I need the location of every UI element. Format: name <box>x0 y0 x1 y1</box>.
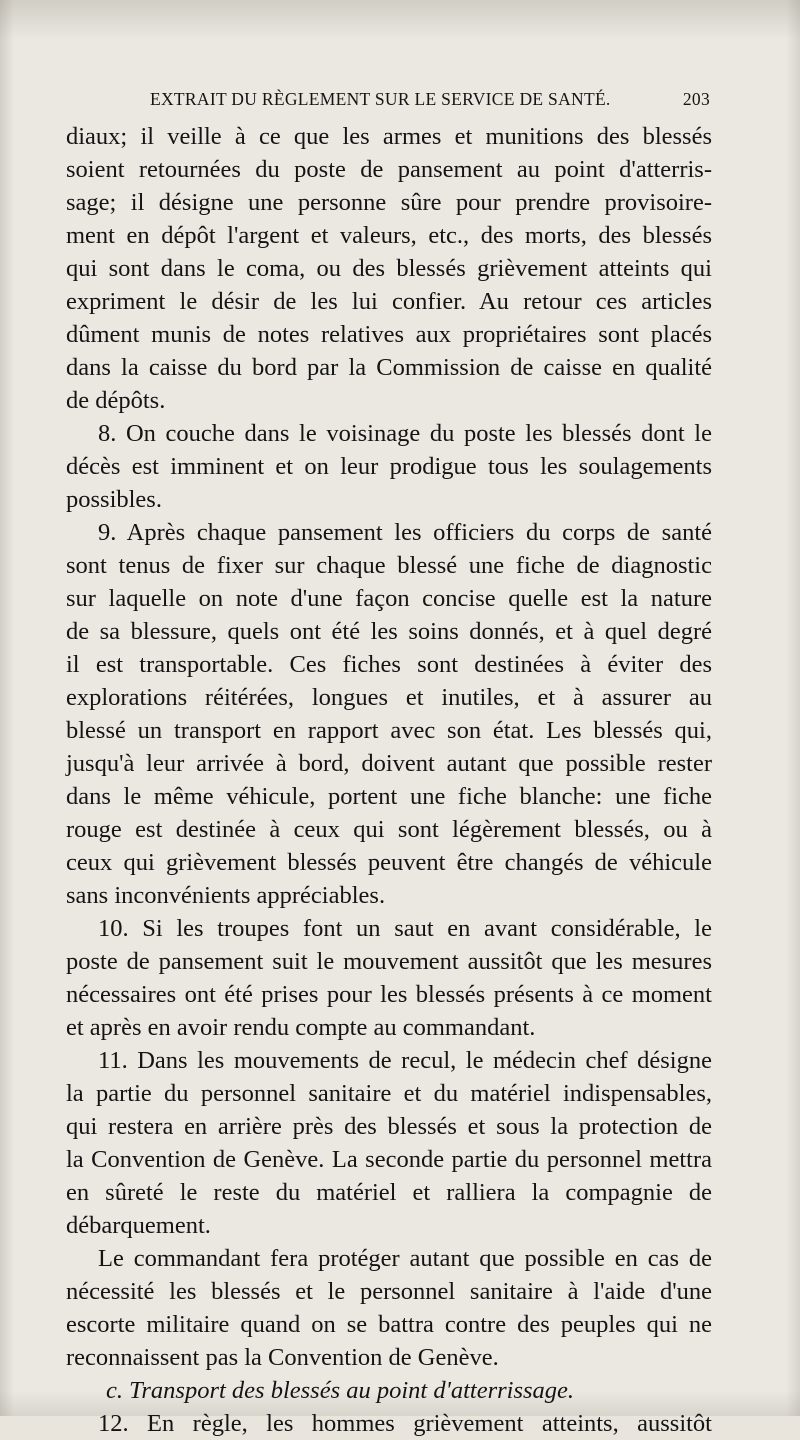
paragraph-12-start: 12. En règle, les hommes grièvement atteints, aussitôt <box>98 1410 712 1437</box>
running-header <box>150 89 710 113</box>
text-line: décès est imminent et on leur prodigue tous les soulagements <box>66 453 712 480</box>
text-line: dûment munis de notes relatives aux propriétaires sont placés <box>66 321 712 348</box>
text-line: la Convention de Genève. La seconde partie du personnel mettra <box>66 1146 712 1173</box>
text-line: rouge est destinée à ceux qui sont légèrement blessés, ou à <box>66 816 712 843</box>
paragraph-10-start: 10. Si les troupes font un saut en avant considérable, le <box>98 915 712 942</box>
paragraph-11-start: 11. Dans les mouvements de recul, le médecin chef désigne <box>98 1047 712 1074</box>
text-line: ment en dépôt l'argent et valeurs, etc., des morts, des blessés <box>66 222 712 249</box>
text-line: soient retournées du poste de pansement au point d'atterris- <box>66 156 712 183</box>
text-line: expriment le désir de les lui confier. Au retour ces articles <box>66 288 712 315</box>
running-title: EXTRAIT DU RÈGLEMENT SUR LE SERVICE DE SANTÉ. <box>150 89 611 109</box>
text-line: de sa blessure, quels ont été les soins donnés, et à quel degré <box>66 618 712 645</box>
text-line: qui sont dans le coma, ou des blessés grièvement atteints qui <box>66 255 712 282</box>
paragraph-8-start: 8. On couche dans le voisinage du poste les blessés dont le <box>98 420 712 447</box>
page-number: 203 <box>682 89 710 109</box>
body-text <box>66 120 712 1440</box>
text-line: la partie du personnel sanitaire et du matériel indispensables, <box>66 1080 712 1107</box>
text-line: dans la caisse du bord par la Commission de caisse en qualité <box>66 354 712 381</box>
text-line: sur laquelle on note d'une façon concise quelle est la nature <box>66 585 712 612</box>
text-line: blessé un transport en rapport avec son état. Les blessés qui, <box>66 717 712 744</box>
text-line: explorations réitérées, longues et inutiles, et à assurer au <box>66 684 712 711</box>
text-line: jusqu'à leur arrivée à bord, doivent autant que possible rester <box>66 750 712 777</box>
text-line: poste de pansement suit le mouvement aussitôt que les mesures <box>66 948 712 975</box>
text-line: en sûreté le reste du matériel et ralliera la compagnie de <box>66 1179 712 1206</box>
text-line: possibles. <box>66 486 162 513</box>
text-line: sans inconvénients appréciables. <box>66 882 386 909</box>
text-line: de dépôts. <box>66 387 166 414</box>
text-line: reconnaissent pas la Convention de Genève. <box>66 1344 499 1371</box>
text-line: et après en avoir rendu compte au commandant. <box>66 1014 536 1041</box>
text-line: nécessité les blessés et le personnel sanitaire à l'aide d'une <box>66 1278 712 1305</box>
text-line: ceux qui grièvement blessés peuvent être changés de véhicule <box>66 849 712 876</box>
text-line: dans le même véhicule, portent une fiche blanche: une fiche <box>66 783 712 810</box>
text-line: sont tenus de fixer sur chaque blessé une fiche de diagnostic <box>66 552 712 579</box>
paragraph-9-start: 9. Après chaque pansement les officiers du corps de santé <box>98 519 712 546</box>
text-line: débarquement. <box>66 1212 211 1239</box>
text-line: diaux; il veille à ce que les armes et munitions des blessés <box>66 123 712 150</box>
text-line: qui restera en arrière près des blessés et sous la protection de <box>66 1113 712 1140</box>
text-line: nécessaires ont été prises pour les blessés présents à ce moment <box>66 981 712 1008</box>
paragraph-start: Le commandant fera protéger autant que possible en cas de <box>98 1245 712 1272</box>
section-subheading: c. Transport des blessés au point d'atterrissage. <box>106 1377 575 1404</box>
text-line: il est transportable. Ces fiches sont destinées à éviter des <box>66 651 712 678</box>
text-line: escorte militaire quand on se battra contre des peuples qui ne <box>66 1311 712 1338</box>
text-line: sage; il désigne une personne sûre pour prendre provisoire- <box>66 189 712 216</box>
